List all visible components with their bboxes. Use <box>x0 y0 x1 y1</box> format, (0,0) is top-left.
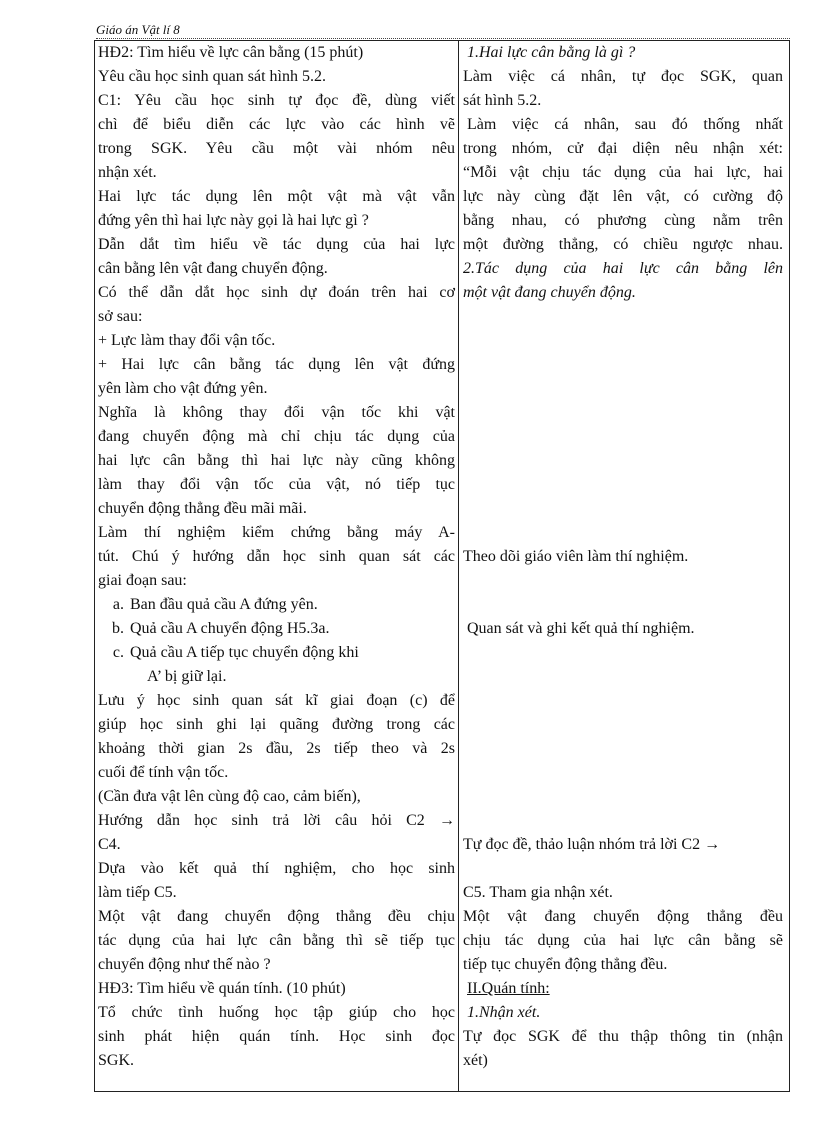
text-line: làm tiếp C5. <box>98 884 177 901</box>
section-subheading: 1.Nhận xét. <box>467 1004 541 1021</box>
text-line: Quan sát và ghi kết quả thí nghiệm. <box>467 620 695 637</box>
text-line: Hai lực tác dụng lên một vật mà vật vẫn <box>98 188 455 205</box>
text-line: chuyển động thẳng đều mãi mãi. <box>98 500 307 517</box>
section-subheading: 2.Tác dụng của hai lực cân bằng lên <box>463 260 783 277</box>
list-item-c-continued: A’ bị giữ lại. <box>147 668 227 685</box>
text-line: Tự đọc đề, thảo luận nhóm trả lời C2 → <box>463 836 721 853</box>
list-item-a <box>98 595 455 615</box>
text-line: Có thể dẫn dắt học sinh dự đoán trên hai cơ <box>98 284 455 301</box>
text-line: sinh phát hiện quán tính. Học sinh đọc <box>98 1028 455 1045</box>
text-line: Lưu ý học sinh quan sát kĩ giai đoạn (c) để <box>98 692 455 709</box>
list-text: Quả cầu A chuyển động H5.3a. <box>130 620 330 637</box>
text-line: xét) <box>463 1052 488 1069</box>
text-line: yên làm cho vật đứng yên. <box>98 380 268 397</box>
text-line: một đường thẳng, có chiều ngược nhau. <box>463 236 783 253</box>
text-line: giúp học sinh ghi lại quãng đường trong các <box>98 716 455 733</box>
text-line: Yêu cầu học sinh quan sát hình 5.2. <box>98 68 326 85</box>
activity-heading: HĐ3: Tìm hiểu về quán tính. (10 phút) <box>98 980 346 997</box>
text-line: bằng nhau, có phương cùng nằm trên <box>463 212 783 229</box>
text-line: Một vật đang chuyển động thẳng đều chịu <box>98 908 455 925</box>
text-line: đứng yên thì hai lực này gọi là hai lực gì ? <box>98 212 369 229</box>
text-line: sở sau: <box>98 308 143 325</box>
text-line: lực này cùng đặt lên vật, có cường độ <box>463 188 783 205</box>
teacher-activity-column <box>95 41 459 1091</box>
text-line: đang chuyển động mà chỉ chịu tác dụng của <box>98 428 455 445</box>
text-line: SGK. <box>98 1052 135 1069</box>
list-item-b <box>98 619 455 639</box>
text-line: Làm việc cá nhân, sau đó thống nhất <box>467 116 783 133</box>
text-line: tác dụng của hai lực cân bằng thì sẽ tiếp tục <box>98 932 455 949</box>
section-subheading: 1.Hai lực cân bằng là gì ? <box>467 44 636 61</box>
text-line: giai đoạn sau: <box>98 572 187 589</box>
text-line: làm thay đổi vận tốc của vật, nó tiếp tục <box>98 476 455 493</box>
document-header: Giáo án Vật lí 8 <box>96 22 790 39</box>
list-marker: b. <box>112 620 124 637</box>
text-line: Hướng dẫn học sinh trả lời câu hỏi C2 → <box>98 812 455 829</box>
text-line: “Mỗi vật chịu tác dụng của hai lực, hai <box>463 164 783 181</box>
text-line: Tự đọc SGK để thu thập thông tin (nhận <box>463 1028 783 1045</box>
text-line: Dựa vào kết quả thí nghiệm, cho học sinh <box>98 860 455 877</box>
text-line: (Cần đưa vật lên cùng độ cao, cảm biến), <box>98 788 361 805</box>
activity-heading: HĐ2: Tìm hiểu về lực cân bằng (15 phút) <box>98 44 364 61</box>
student-activity-column <box>459 41 788 1091</box>
text-line: tiếp tục chuyển động thẳng đều. <box>463 956 668 973</box>
text-line: cuối để tính vận tốc. <box>98 764 229 781</box>
text-line: Một vật đang chuyển động thẳng đều <box>463 908 783 925</box>
text-line: chì để biểu diễn các lực vào các hình vẽ <box>98 116 455 133</box>
text-line: nhận xét. <box>98 164 157 181</box>
text-line: Nghĩa là không thay đổi vận tốc khi vật <box>98 404 455 421</box>
list-item-c <box>98 643 455 663</box>
text-line: Làm việc cá nhân, tự đọc SGK, quan <box>463 68 783 85</box>
text-line: Tổ chức tình huống học tập giúp cho học <box>98 1004 455 1021</box>
list-marker: c. <box>112 644 124 661</box>
text-line: Dẫn dắt tìm hiểu về tác dụng của hai lực <box>98 236 455 253</box>
text-line: Làm thí nghiệm kiểm chứng bằng máy A- <box>98 524 455 541</box>
text-line: sát hình 5.2. <box>463 92 542 109</box>
text-line: tút. Chú ý hướng dẫn học sinh quan sát các <box>98 548 455 565</box>
text-line: + Lực làm thay đổi vận tốc. <box>98 332 276 349</box>
text-line: C4. <box>98 836 121 853</box>
text-line: cân bằng lên vật đang chuyển động. <box>98 260 328 277</box>
lesson-table <box>94 40 790 1092</box>
text-line: C1: Yêu cầu học sinh tự đọc đề, dùng viết <box>98 92 455 109</box>
text-line: C5. Tham gia nhận xét. <box>463 884 613 901</box>
text-line: chịu tác dụng của hai lực cân bằng sẽ <box>463 932 783 949</box>
text-line: trong nhóm, cử đại diện nêu nhận xét: <box>463 140 783 157</box>
text-line: khoảng thời gian 2s đầu, 2s tiếp theo và 2s <box>98 740 455 757</box>
text-line: + Hai lực cân bằng tác dụng lên vật đứng <box>98 356 455 373</box>
text-line: hai lực cân bằng thì hai lực này cũng không <box>98 452 455 469</box>
text-line: Theo dõi giáo viên làm thí nghiệm. <box>463 548 689 565</box>
text-line: trong SGK. Yêu cầu một vài nhóm nêu <box>98 140 455 157</box>
section-subheading: một vật đang chuyển động. <box>463 284 636 301</box>
text-line: chuyển động như thế nào ? <box>98 956 271 973</box>
list-text: Quả cầu A tiếp tục chuyển động khi <box>130 644 359 661</box>
list-text: Ban đầu quả cầu A đứng yên. <box>130 596 318 613</box>
section-heading: II.Quán tính: <box>467 980 550 997</box>
list-marker: a. <box>112 596 124 613</box>
